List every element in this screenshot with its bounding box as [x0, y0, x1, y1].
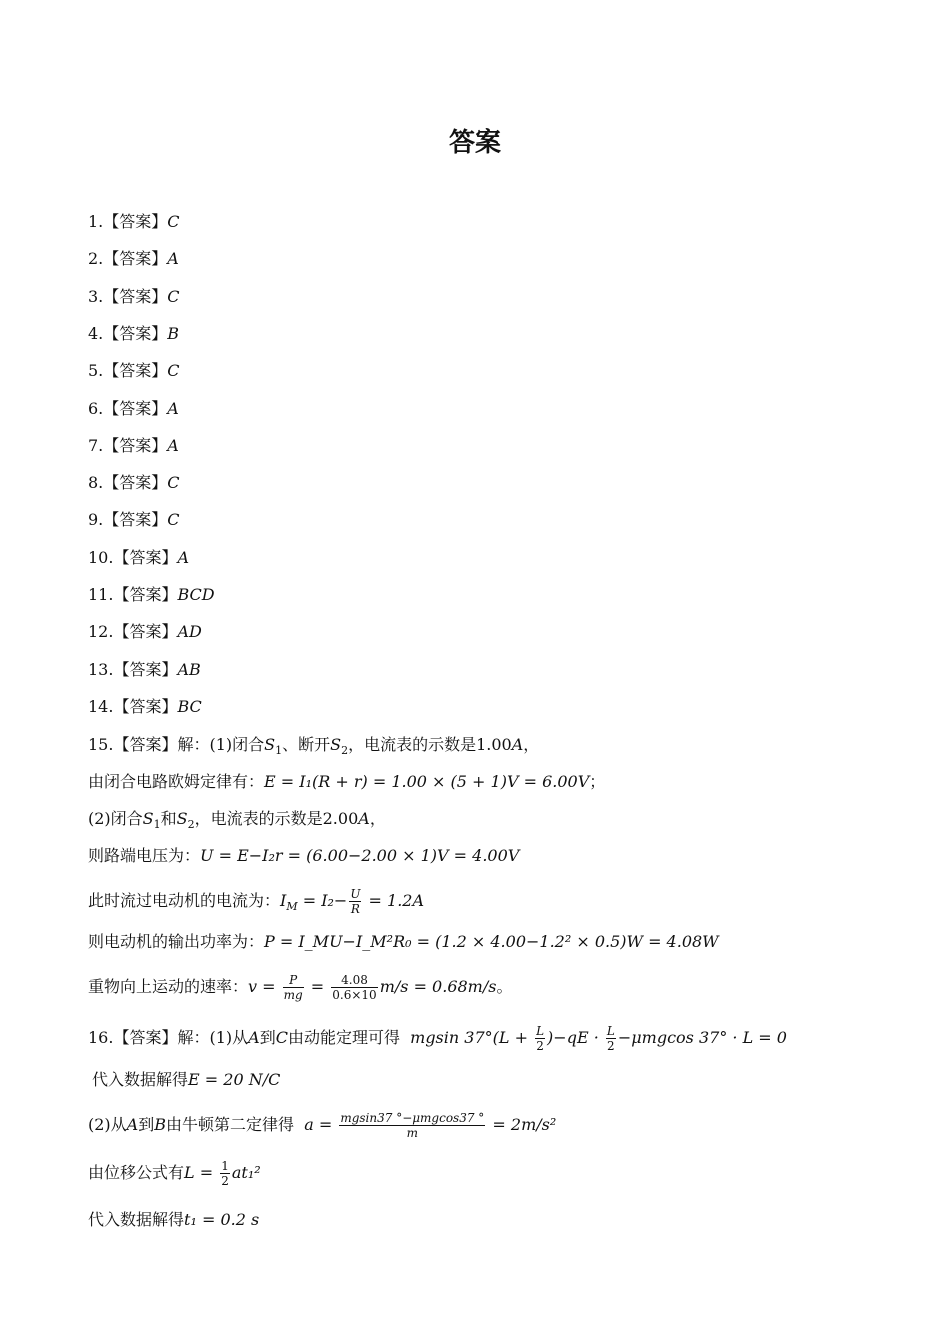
frac-den: 0.6×10	[332, 988, 377, 1002]
answer-choice: C	[167, 361, 180, 381]
answer-line	[88, 398, 179, 420]
answer-tag: 【答案】	[103, 249, 168, 269]
q15-s1: S	[264, 735, 276, 754]
q15-l3-a: (2)闭合	[88, 809, 143, 828]
frac-den: mg	[283, 988, 303, 1002]
answer-choice: A	[167, 398, 179, 418]
q15-l3-s2: S	[176, 809, 188, 828]
q15-l7-a: v =	[248, 977, 281, 996]
q16-l3-eq-a: a =	[304, 1115, 338, 1134]
answer-line	[88, 360, 180, 382]
q15-line-6	[88, 931, 719, 953]
q15-l3-s1: S	[142, 809, 154, 828]
answer-tag: 【答案】	[103, 473, 168, 493]
answer-line	[88, 286, 180, 308]
frac-den: 2	[607, 1039, 615, 1053]
q15-l5-b: = I₂−	[297, 891, 348, 910]
answer-number: 14.	[88, 696, 114, 716]
frac-num: mgsin37 °−μmgcos37 °	[340, 1111, 485, 1125]
q15-mid: 、断开	[282, 735, 331, 754]
answer-choice: C	[167, 212, 180, 231]
answer-line	[88, 659, 201, 681]
q15-l5-c: = 1.2A	[363, 891, 425, 910]
q16-frac1	[535, 1025, 545, 1052]
frac-num: L	[536, 1024, 545, 1038]
q15-line-4	[88, 845, 519, 867]
frac-den: R	[350, 902, 360, 916]
answer-number: 13.	[88, 659, 114, 679]
q16-l4-b: at₁²	[231, 1163, 261, 1182]
q16-l5-text: 代入数据解得	[88, 1210, 185, 1229]
q15-l3-b: 和	[160, 809, 177, 828]
q15-line-5: 此时流过电动机的电流为：$I_M = I_2-$ $\frac{U}{R}$ = 1.2A	[88, 887, 425, 916]
q15-l2-text: 由闭合电路欧姆定律有：	[88, 772, 265, 791]
answer-choice: C	[167, 510, 180, 530]
q15-l5-frac	[349, 888, 361, 915]
answer-line	[88, 509, 180, 531]
answer-tag: 【答案】	[113, 659, 178, 679]
q15-l3-unit: A	[358, 809, 370, 828]
q16-l3-a: (2)从	[88, 1115, 127, 1134]
q16-point-a: A	[248, 1028, 260, 1047]
answer-choice: AB	[177, 659, 201, 679]
q15-l7-end: 。	[496, 977, 513, 996]
answer-number: 6.	[88, 398, 104, 418]
q16-rest: 由动能定理可得	[287, 1028, 400, 1047]
answer-tag: 【答案】	[103, 323, 168, 343]
q15-head: 15.【答案】解：(1)闭合	[88, 735, 265, 754]
q15-line-1: 15.【答案】解：(1)闭合$S_1$、断开$S_2$，电流表的示数是1.00A，	[88, 735, 540, 758]
q15-l7-frac2	[331, 974, 377, 1001]
q15-s2: S	[330, 735, 342, 754]
answer-tag: 【答案】	[113, 696, 178, 716]
q15-l4-text: 则路端电压为：	[88, 846, 201, 865]
q15-l6-text: 则电动机的输出功率为：	[88, 932, 265, 951]
page-title: 答案	[448, 128, 501, 158]
answer-line	[88, 547, 189, 569]
frac-den: 2	[221, 1174, 229, 1188]
q15-line-7: 重物向上运动的速率：v = $\frac{P}{mg}$ = $\frac{4.08}{0.6\times 10}$ m/s = 0.68m/s。	[88, 973, 513, 1002]
q15-tail-end: ，	[523, 735, 540, 754]
answer-tag: 【答案】	[113, 622, 178, 642]
answer-line	[88, 621, 202, 643]
answer-number: 11.	[88, 585, 114, 604]
q15-line-3: (2)闭合$S_1$和$S_2$，电流表的示数是2.00A，	[88, 809, 386, 832]
answer-line	[88, 323, 179, 345]
answer-choice: C	[167, 473, 180, 493]
answer-number: 10.	[88, 547, 114, 567]
q16-head: 16.【答案】解：(1)从	[88, 1028, 249, 1047]
q15-l3-c: ，电流表的示数是2.00	[194, 809, 359, 828]
answer-choice: A	[167, 435, 179, 455]
answer-tag: 【答案】	[103, 398, 168, 418]
q16-l4-text: 由位移公式有	[88, 1163, 185, 1182]
q16-eq-b: )−qE ·	[547, 1028, 604, 1047]
answer-tag: 【答案】	[103, 510, 168, 530]
answer-tag: 【答案】	[103, 435, 168, 455]
q16-frac2	[606, 1025, 616, 1052]
frac-num: P	[283, 974, 304, 988]
answer-number: 8.	[88, 473, 104, 493]
q15-line-2	[88, 771, 605, 793]
answer-tag: 【答案】	[103, 361, 168, 381]
answer-choice: BCD	[177, 585, 215, 604]
answer-choice: A	[177, 547, 190, 567]
frac-den: 2	[536, 1039, 544, 1053]
answer-tag: 【答案】	[103, 212, 168, 231]
q15-unit: A	[511, 735, 524, 754]
answer-tag: 【答案】	[103, 286, 168, 306]
answer-line	[88, 584, 215, 606]
answer-choice: AD	[177, 622, 202, 642]
answer-choice: C	[167, 286, 180, 306]
answer-line	[88, 248, 179, 270]
q16-l3-point-b: B	[154, 1115, 167, 1134]
q15-l6-math: P = I_MU−I_M²R₀ = (1.2 × 4.00−1.2² × 0.5)W = 4.08W	[264, 932, 719, 951]
q16-l3-frac	[339, 1112, 485, 1139]
q15-l7-frac1	[283, 974, 304, 1001]
answer-number: 3.	[88, 286, 104, 306]
q16-line-1	[88, 1025, 787, 1052]
q16-l3-eq-b: = 2m/s²	[487, 1115, 557, 1134]
frac-den: m	[406, 1126, 419, 1140]
q16-to: 到	[259, 1028, 276, 1047]
q15-l3-end: ，	[369, 809, 386, 828]
q16-l4-frac	[220, 1160, 230, 1187]
frac-num: 4.08	[331, 974, 377, 988]
q16-l2-math: E = 20 N/C	[188, 1070, 281, 1089]
q16-line-4	[88, 1160, 261, 1187]
q16-line-5	[88, 1209, 259, 1231]
q15-tail: ，电流表的示数是1.00	[348, 735, 512, 754]
q16-l3-b: 由牛顿第二定律得	[166, 1115, 295, 1134]
answer-number: 7.	[88, 435, 104, 455]
q16-line-2	[92, 1069, 280, 1091]
answer-choice: B	[167, 323, 180, 343]
q15-l7-text: 重物向上运动的速率：	[88, 977, 249, 996]
frac-num: 1	[221, 1159, 229, 1173]
answer-number: 2.	[88, 249, 104, 269]
q16-l3-point-a: A	[126, 1115, 139, 1134]
q16-l5-math: t₁ = 0.2 s	[184, 1210, 260, 1229]
answer-number: 5.	[88, 361, 104, 381]
q16-eq-a: mgsin 37°(L +	[410, 1028, 534, 1047]
answer-number: 12.	[88, 622, 114, 642]
frac-num: U	[350, 887, 361, 901]
answer-choice: BC	[177, 696, 202, 716]
answer-line	[88, 211, 180, 233]
frac-num: L	[606, 1024, 615, 1038]
answer-choice: A	[167, 249, 179, 269]
q15-l2-end: ；	[589, 772, 606, 791]
answer-number: 4.	[88, 323, 104, 343]
answer-line	[88, 472, 180, 494]
q16-line-3	[88, 1112, 556, 1139]
q15-l2-math: E = I₁(R + r) = 1.00 × (5 + 1)V = 6.00V	[264, 772, 590, 791]
answer-tag: 【答案】	[113, 547, 178, 567]
q16-l3-to: 到	[138, 1115, 155, 1134]
answer-number: 1.	[88, 212, 104, 231]
answer-number: 9.	[88, 510, 104, 530]
q16-l2-text: 代入数据解得	[92, 1070, 189, 1089]
q15-l4-math: U = E−I₂r = (6.00−2.00 × 1)V = 4.00V	[200, 846, 520, 865]
answer-line	[88, 435, 179, 457]
q16-point-c: C	[275, 1028, 288, 1047]
answer-tag: 【答案】	[113, 585, 178, 604]
q16-eq-c: −μmgcos 37° · L = 0	[617, 1028, 787, 1047]
q15-l5-text: 此时流过电动机的电流为：	[88, 891, 281, 910]
q15-l7-b: m/s = 0.68m/s	[379, 977, 497, 996]
answer-line	[88, 696, 202, 718]
q15-l5-a: I	[280, 891, 287, 910]
q16-l4-a: L =	[184, 1163, 219, 1182]
